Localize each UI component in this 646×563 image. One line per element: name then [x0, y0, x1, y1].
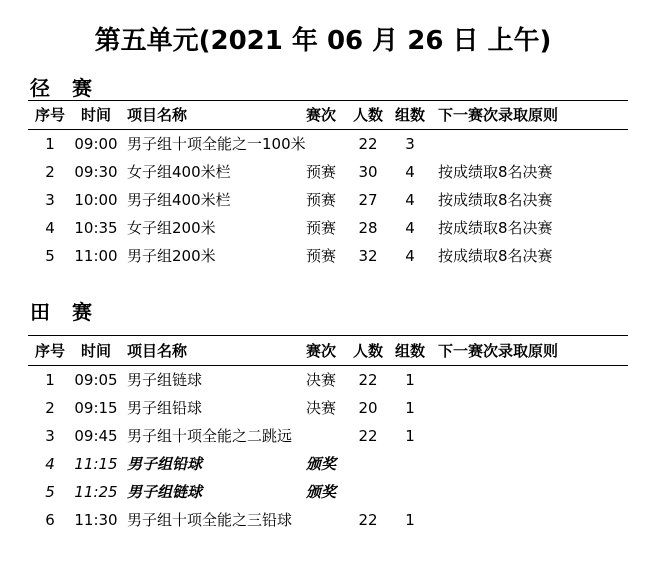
row-event-name: 男子组链球	[127, 483, 203, 501]
row-time: 09:45	[74, 427, 118, 445]
row-group-count: 1	[405, 511, 415, 529]
row-advancement-rule: 按成绩取8名决赛	[438, 163, 553, 181]
col-count-header: 人数	[352, 342, 383, 360]
col-time-header: 时间	[80, 342, 111, 360]
table-row	[0, 478, 646, 506]
row-event-name: 女子组200米	[127, 219, 216, 237]
row-round: 预赛	[306, 247, 337, 265]
row-event-name: 女子组400米栏	[127, 163, 231, 181]
row-athlete-count: 22	[358, 371, 378, 389]
row-time: 09:30	[74, 163, 118, 181]
row-time: 11:25	[74, 483, 118, 501]
row-time: 09:15	[74, 399, 118, 417]
row-round: 决赛	[306, 371, 337, 389]
col-time-header: 时间	[80, 106, 111, 124]
row-event-name: 男子组200米	[127, 247, 216, 265]
track-section-heading: 径赛	[30, 76, 114, 100]
row-seq: 4	[45, 219, 55, 237]
row-time: 11:30	[74, 511, 118, 529]
row-round: 预赛	[306, 163, 337, 181]
row-event-name: 男子组十项全能之二跳远	[127, 427, 293, 445]
row-event-name: 男子组十项全能之一100米	[127, 135, 306, 153]
table-row	[0, 242, 646, 270]
row-seq: 5	[45, 247, 55, 265]
table-row	[0, 158, 646, 186]
row-group-count: 1	[405, 371, 415, 389]
row-athlete-count: 20	[358, 399, 378, 417]
row-advancement-rule: 按成绩取8名决赛	[438, 219, 553, 237]
row-time: 10:35	[74, 219, 118, 237]
row-athlete-count: 22	[358, 135, 378, 153]
row-event-name: 男子组铅球	[127, 455, 203, 473]
row-seq: 3	[45, 427, 55, 445]
row-seq: 5	[45, 483, 55, 501]
row-event-name: 男子组链球	[127, 371, 203, 389]
row-athlete-count: 28	[358, 219, 378, 237]
col-count-header: 人数	[352, 106, 383, 124]
row-seq: 6	[45, 511, 55, 529]
row-time: 10:00	[74, 191, 118, 209]
row-time: 11:00	[74, 247, 118, 265]
row-advancement-rule: 按成绩取8名决赛	[438, 247, 553, 265]
row-seq: 1	[45, 371, 55, 389]
row-group-count: 1	[405, 399, 415, 417]
row-time: 11:15	[74, 455, 118, 473]
row-athlete-count: 22	[358, 427, 378, 445]
page-title: 第五单元(2021 年 06 月 26 日 上午)	[94, 26, 552, 56]
table-row	[0, 186, 646, 214]
row-group-count: 3	[405, 135, 415, 153]
row-group-count: 1	[405, 427, 415, 445]
field-table-header	[0, 337, 646, 365]
table-row	[0, 366, 646, 394]
row-seq: 2	[45, 399, 55, 417]
col-groups-header: 组数	[394, 106, 425, 124]
col-seq-header: 序号	[34, 342, 65, 360]
row-round: 颁奖	[306, 483, 337, 501]
table-row	[0, 394, 646, 422]
row-seq: 3	[45, 191, 55, 209]
row-athlete-count: 22	[358, 511, 378, 529]
row-event-name: 男子组400米栏	[127, 191, 231, 209]
row-athlete-count: 27	[358, 191, 378, 209]
row-seq: 1	[45, 135, 55, 153]
row-group-count: 4	[405, 191, 415, 209]
row-athlete-count: 32	[358, 247, 378, 265]
table-row	[0, 506, 646, 534]
track-table-header	[0, 101, 646, 129]
col-round-header: 赛次	[306, 106, 337, 124]
row-athlete-count: 30	[358, 163, 378, 181]
col-next-header: 下一赛次录取原则	[438, 342, 559, 360]
row-seq: 4	[45, 455, 55, 473]
row-event-name: 男子组十项全能之三铅球	[127, 511, 293, 529]
row-group-count: 4	[405, 219, 415, 237]
field-section-heading: 田赛	[30, 300, 114, 324]
table-row	[0, 130, 646, 158]
row-round: 预赛	[306, 191, 337, 209]
col-seq-header: 序号	[34, 106, 65, 124]
col-name-header: 项目名称	[127, 342, 188, 360]
col-next-header: 下一赛次录取原则	[438, 106, 559, 124]
row-group-count: 4	[405, 163, 415, 181]
col-round-header: 赛次	[306, 342, 337, 360]
row-event-name: 男子组铅球	[127, 399, 203, 417]
table-row	[0, 422, 646, 450]
col-name-header: 项目名称	[127, 106, 188, 124]
row-time: 09:00	[74, 135, 118, 153]
row-seq: 2	[45, 163, 55, 181]
col-groups-header: 组数	[394, 342, 425, 360]
table-row	[0, 214, 646, 242]
row-round: 决赛	[306, 399, 337, 417]
row-advancement-rule: 按成绩取8名决赛	[438, 191, 553, 209]
field-header-top-rule	[28, 335, 628, 336]
row-round: 颁奖	[306, 455, 337, 473]
row-group-count: 4	[405, 247, 415, 265]
row-round: 预赛	[306, 219, 337, 237]
row-time: 09:05	[74, 371, 118, 389]
table-row	[0, 450, 646, 478]
